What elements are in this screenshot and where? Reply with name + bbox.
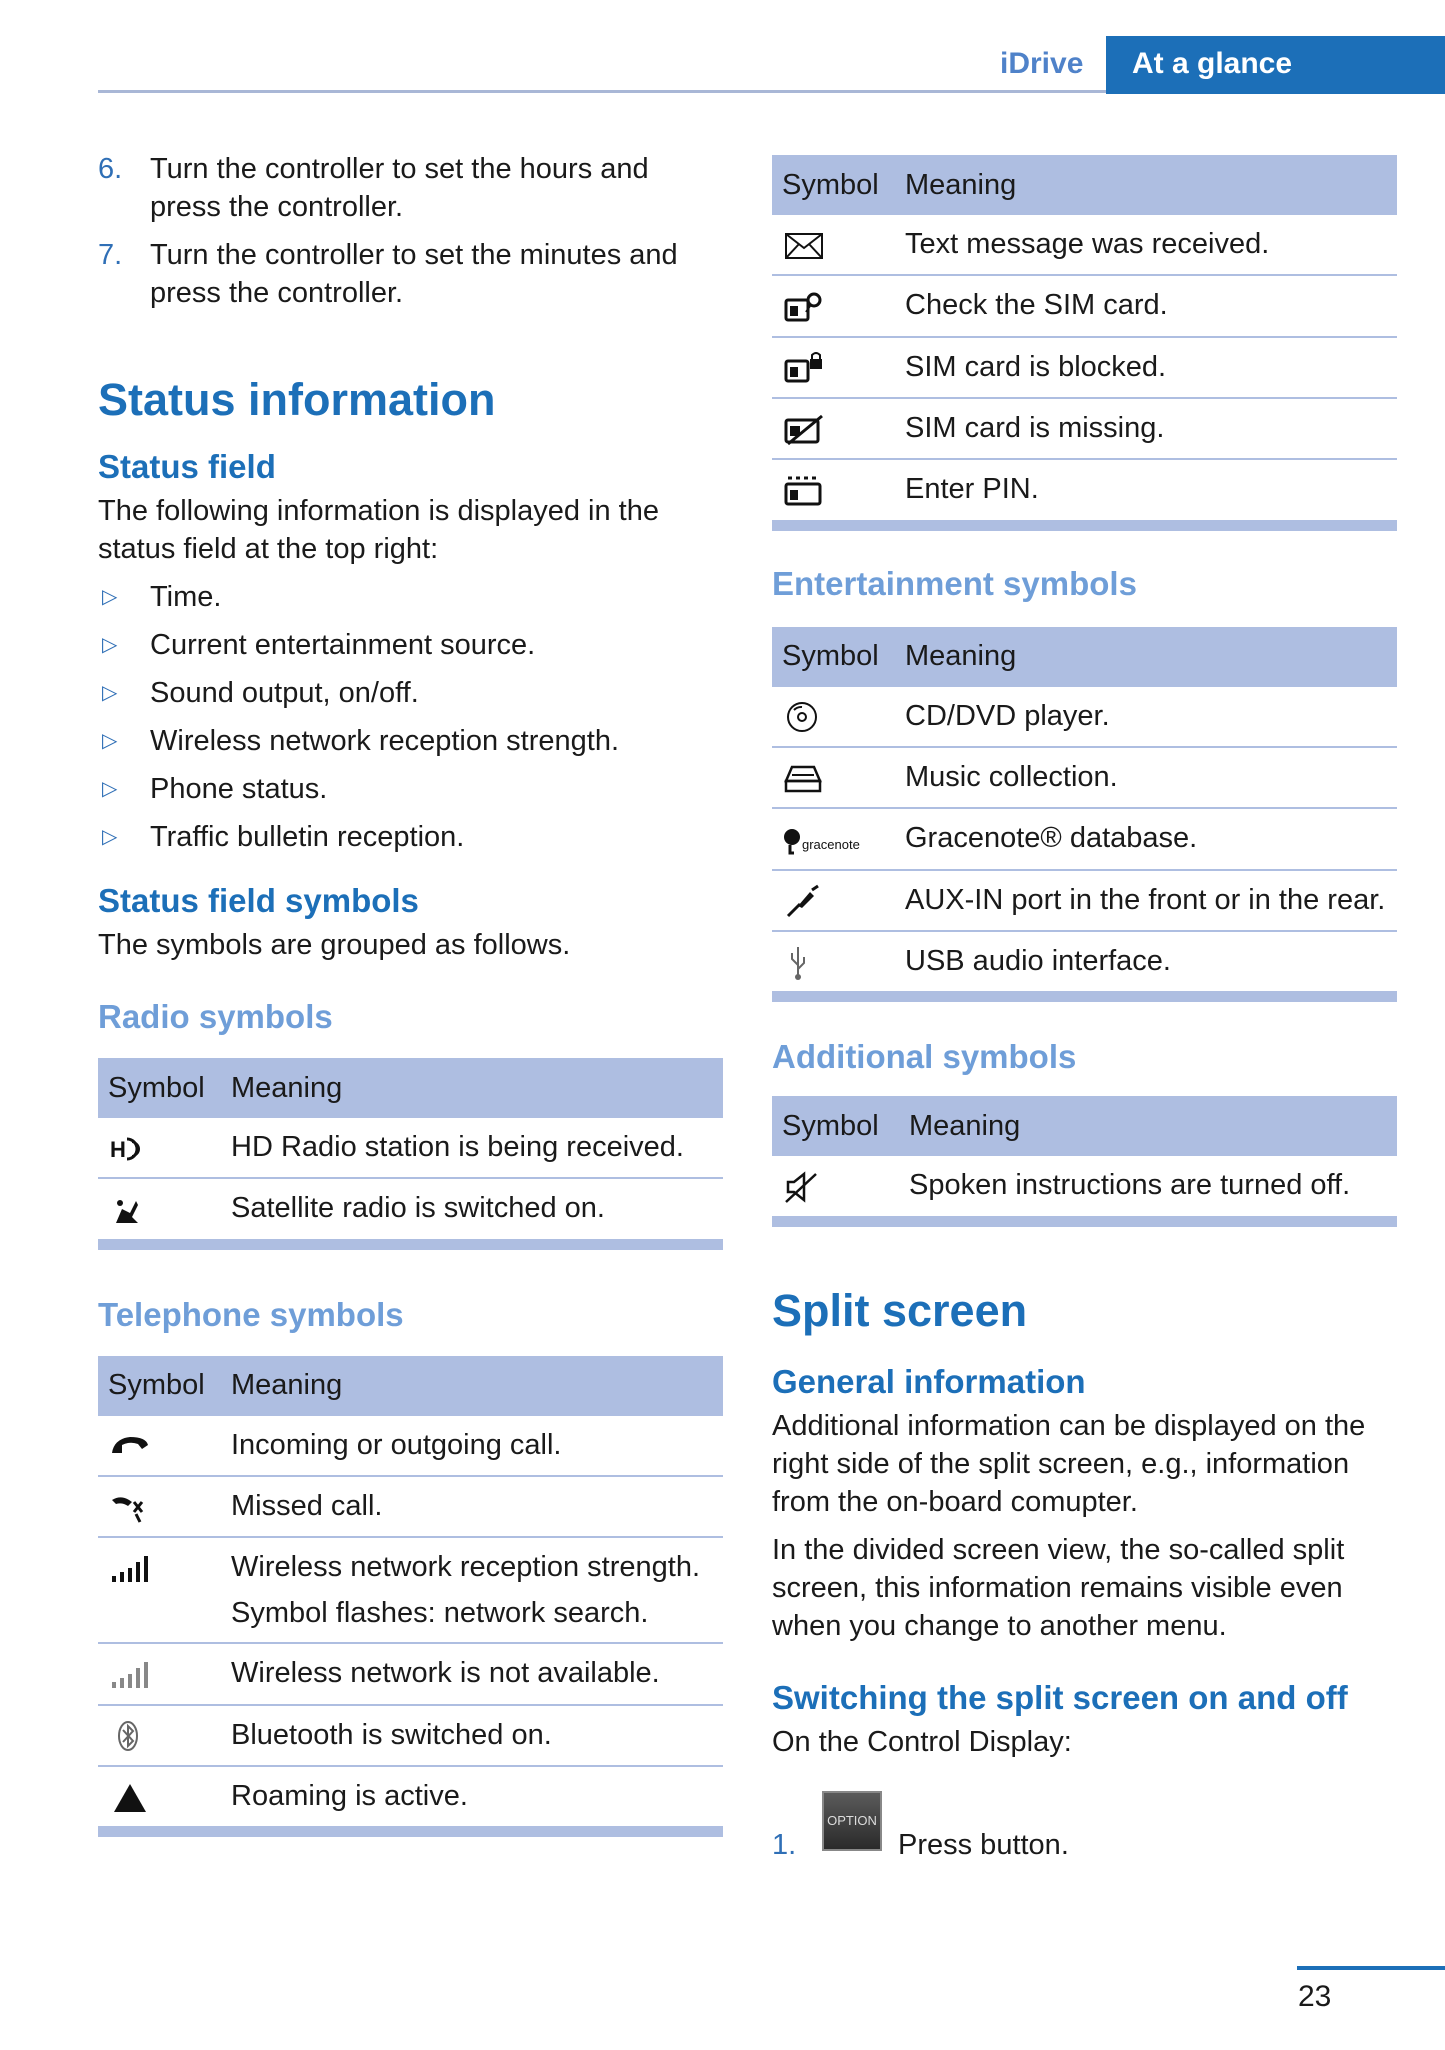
symbol-column-header: Symbol bbox=[772, 1096, 899, 1156]
general-paragraph-2: In the divided screen view, the so-called split screen, this information remains visible even when you change to another menu. bbox=[772, 1533, 1345, 1642]
header-chapter-tab: At a glance bbox=[1106, 36, 1445, 94]
sim-symbols-table bbox=[772, 155, 1397, 522]
no-signal-icon bbox=[108, 1656, 152, 1694]
meaning-cell: Satellite radio is switched on. bbox=[221, 1178, 723, 1239]
symbol-column-header: Symbol bbox=[772, 155, 895, 215]
triangle-bullet-icon: ▷ bbox=[102, 778, 118, 800]
meaning-cell: HD Radio station is being received. bbox=[221, 1118, 723, 1178]
telephone-symbols-table bbox=[98, 1356, 723, 1829]
speaker-off-icon bbox=[782, 1168, 826, 1206]
table-header-row bbox=[772, 627, 1397, 687]
meaning-cell: Wireless network is not available. bbox=[221, 1643, 723, 1704]
table-header-row bbox=[98, 1356, 723, 1416]
triangle-bullet-icon: ▷ bbox=[102, 730, 118, 752]
meaning-cell: Text message was received. bbox=[895, 215, 1397, 275]
symbol-column-header: Symbol bbox=[98, 1058, 221, 1118]
list-item: ▷ Time. bbox=[98, 578, 723, 616]
general-paragraph-1: Additional information can be displayed on the right side of the split screen, e.g., information from the on-board comupter. bbox=[772, 1409, 1366, 1518]
table-row bbox=[772, 398, 1397, 459]
hd-radio-icon bbox=[108, 1129, 152, 1167]
table-row bbox=[98, 1643, 723, 1704]
telephone-symbols-heading: Telephone symbols bbox=[98, 1295, 404, 1333]
table-row bbox=[772, 870, 1397, 931]
table-row bbox=[98, 1416, 723, 1476]
table-row bbox=[98, 1118, 723, 1178]
usb-icon bbox=[782, 943, 826, 981]
sim-blocked-icon bbox=[782, 349, 826, 387]
meaning-cell: Check the SIM card. bbox=[895, 275, 1397, 336]
meaning-column-header: Meaning bbox=[221, 1058, 723, 1118]
step-6 bbox=[98, 150, 723, 226]
aux-in-icon bbox=[782, 882, 826, 920]
meaning-column-header: Meaning bbox=[895, 155, 1397, 215]
table-end-bar bbox=[98, 1828, 723, 1837]
missed-call-icon bbox=[108, 1488, 152, 1526]
step-text: Turn the controller to set the hours and press the controller. bbox=[150, 153, 649, 223]
meaning-cell: Wireless network reception strength. bbox=[231, 1551, 701, 1584]
table-row bbox=[772, 275, 1397, 336]
step-text: Turn the controller to set the minutes and press the controller. bbox=[150, 239, 678, 309]
envelope-icon bbox=[782, 226, 826, 264]
symbol-column-header: Symbol bbox=[772, 627, 895, 687]
table-header-row bbox=[772, 155, 1397, 215]
cd-dvd-icon bbox=[782, 698, 826, 736]
header-section: iDrive bbox=[1000, 47, 1084, 80]
svg-text:gracenote: gracenote bbox=[802, 836, 860, 852]
entertainment-symbols-table bbox=[772, 627, 1397, 994]
list-item: ▷ Current entertainment source. bbox=[98, 626, 723, 664]
table-row bbox=[98, 1766, 723, 1827]
table-row bbox=[772, 215, 1397, 275]
meaning-cell: Enter PIN. bbox=[895, 459, 1397, 520]
triangle-bullet-icon: ▷ bbox=[102, 826, 118, 848]
symbol-column-header: Symbol bbox=[98, 1356, 221, 1416]
status-field-heading: Status field bbox=[98, 448, 276, 485]
table-row bbox=[98, 1476, 723, 1537]
sim-missing-icon bbox=[782, 410, 826, 448]
table-row bbox=[772, 1156, 1397, 1216]
meaning-column-header: Meaning bbox=[899, 1096, 1397, 1156]
step-number: 1. bbox=[772, 1828, 797, 1861]
list-item: ▷ Traffic bulletin reception. bbox=[98, 818, 723, 856]
right-column bbox=[772, 155, 1397, 1862]
gracenote-icon bbox=[782, 821, 882, 859]
meaning-cell: Spoken instructions are turned off. bbox=[899, 1156, 1397, 1216]
split-screen-heading: Split screen bbox=[772, 1284, 1028, 1336]
table-row bbox=[772, 931, 1397, 992]
table-end-bar bbox=[772, 522, 1397, 531]
additional-symbols-heading: Additional symbols bbox=[772, 1038, 1077, 1076]
step-text: Press button. bbox=[898, 1828, 1069, 1861]
meaning-cell: CD/DVD player. bbox=[895, 687, 1397, 747]
list-item: ▷ Wireless network reception strength. bbox=[98, 722, 723, 760]
triangle-bullet-icon: ▷ bbox=[102, 682, 118, 704]
switching-intro: On the Control Display: bbox=[772, 1725, 1072, 1758]
table-header-row bbox=[98, 1058, 723, 1118]
step-7 bbox=[98, 236, 723, 312]
triangle-bullet-icon: ▷ bbox=[102, 634, 118, 656]
status-field-symbols-heading: Status field symbols bbox=[98, 882, 419, 919]
roaming-icon bbox=[108, 1778, 152, 1816]
switching-heading: Switching the split screen on and off bbox=[772, 1678, 1348, 1716]
table-header-row bbox=[772, 1096, 1397, 1156]
left-column bbox=[98, 150, 723, 1837]
status-information-heading: Status information bbox=[98, 374, 496, 425]
page-number: 23 bbox=[1298, 1980, 1332, 2013]
step-number: 6. bbox=[98, 153, 123, 185]
meaning-cell: Music collection. bbox=[895, 747, 1397, 808]
general-information-heading: General information bbox=[772, 1362, 1086, 1400]
table-row bbox=[772, 687, 1397, 747]
music-collection-icon bbox=[782, 759, 826, 797]
table-row bbox=[98, 1178, 723, 1239]
meaning-cell: SIM card is blocked. bbox=[895, 337, 1397, 398]
meaning-cell: Roaming is active. bbox=[221, 1766, 723, 1827]
meaning-cell: Incoming or outgoing call. bbox=[221, 1416, 723, 1476]
additional-symbols-table bbox=[772, 1096, 1397, 1217]
bluetooth-icon bbox=[108, 1717, 152, 1755]
table-row bbox=[98, 1705, 723, 1766]
step-number: 7. bbox=[98, 239, 123, 271]
table-row bbox=[772, 747, 1397, 808]
meaning-note: Symbol flashes: network search. bbox=[231, 1597, 649, 1630]
entertainment-symbols-heading: Entertainment symbols bbox=[772, 564, 1137, 602]
status-field-list bbox=[98, 578, 723, 856]
radio-symbols-table bbox=[98, 1058, 723, 1241]
meaning-cell: AUX-IN port in the front or in the rear. bbox=[895, 870, 1397, 931]
signal-strength-icon bbox=[108, 1550, 152, 1588]
table-row bbox=[772, 337, 1397, 398]
status-field-intro: The following information is displayed in the status field at the top right: bbox=[98, 495, 659, 565]
meaning-cell: USB audio interface. bbox=[895, 931, 1397, 992]
meaning-cell: Missed call. bbox=[221, 1476, 723, 1537]
svg-text:H: H bbox=[110, 1137, 126, 1163]
enter-pin-icon bbox=[782, 472, 826, 510]
list-item: ▷ Phone status. bbox=[98, 770, 723, 808]
radio-symbols-heading: Radio symbols bbox=[98, 998, 333, 1035]
option-button[interactable]: OPTION bbox=[822, 1791, 882, 1851]
table-end-bar bbox=[772, 993, 1397, 1002]
list-item: ▷ Sound output, on/off. bbox=[98, 674, 723, 712]
table-row bbox=[772, 459, 1397, 520]
meaning-cell: Gracenote® database. bbox=[895, 808, 1397, 869]
satellite-radio-icon bbox=[108, 1191, 152, 1229]
option-step bbox=[772, 1781, 1397, 1862]
footer-rule bbox=[1297, 1966, 1445, 1970]
phone-call-icon bbox=[108, 1427, 152, 1465]
meaning-column-header: Meaning bbox=[221, 1356, 723, 1416]
meaning-cell: Bluetooth is switched on. bbox=[221, 1705, 723, 1766]
table-end-bar bbox=[772, 1218, 1397, 1227]
triangle-bullet-icon: ▷ bbox=[102, 586, 118, 608]
meaning-cell: SIM card is missing. bbox=[895, 398, 1397, 459]
sim-check-icon bbox=[782, 288, 826, 326]
symbols-intro: The symbols are grouped as follows. bbox=[98, 929, 571, 961]
table-row bbox=[98, 1537, 723, 1643]
meaning-column-header: Meaning bbox=[895, 627, 1397, 687]
table-row bbox=[772, 808, 1397, 869]
table-end-bar bbox=[98, 1241, 723, 1250]
